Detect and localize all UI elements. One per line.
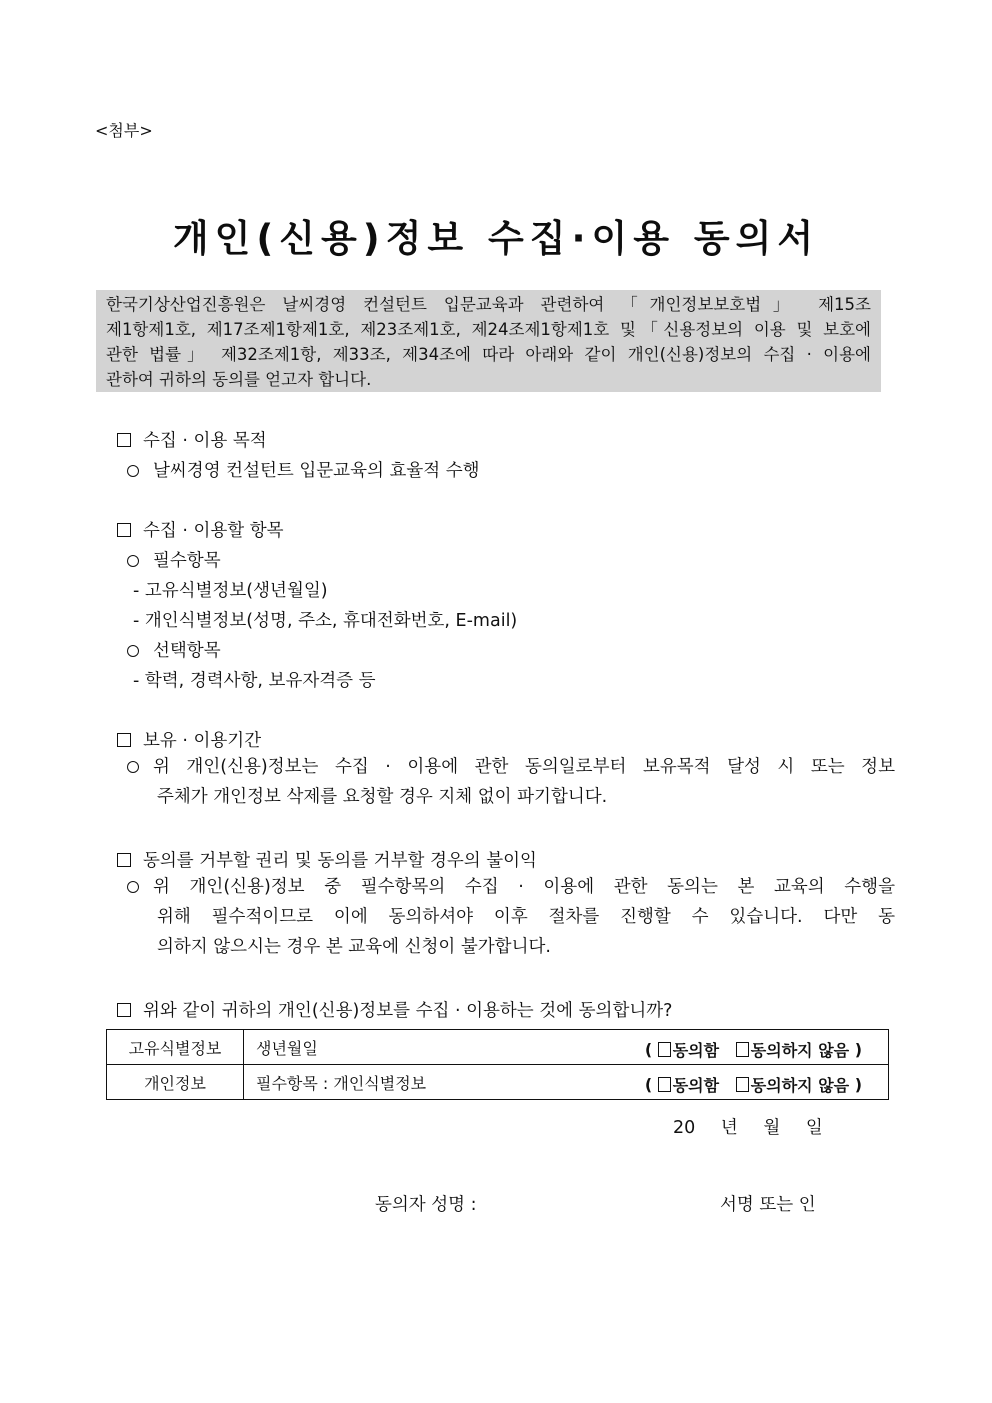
- section-heading-question: [117, 997, 672, 1022]
- refusal-line: 위해 필수적이므로 이에 동의하셔야 이후 절차를 진행할 수 있습니다. 다만 동: [157, 907, 895, 927]
- date-line: [673, 1114, 823, 1139]
- square-bullet-icon: [117, 433, 131, 447]
- section-heading-text: 위와 같이 귀하의 개인(신용)정보를 수집 · 이용하는 것에 동의합니까?: [143, 1001, 673, 1021]
- square-bullet-icon: [117, 523, 131, 537]
- intro-box: [96, 290, 881, 392]
- section-heading-text: 보유 · 이용기간: [143, 731, 262, 751]
- required-item: - 고유식별정보(생년월일): [133, 581, 328, 601]
- item-cell: [244, 1030, 889, 1065]
- square-bullet-icon: [117, 733, 131, 747]
- table-row: [107, 1030, 889, 1065]
- category-cell: 고유식별정보: [107, 1030, 244, 1065]
- consent-options: ( 동의함 동의하지 않음 ): [644, 1075, 862, 1095]
- section-heading-text: 수집 · 이용 목적: [143, 431, 267, 451]
- circle-bullet-icon: [127, 465, 139, 477]
- signature-placeholder: 서명 또는 인: [720, 1195, 816, 1215]
- refusal-line: 의하지 않으시는 경우 본 교육에 신청이 불가합니다.: [157, 937, 551, 957]
- optional-label: [127, 637, 221, 662]
- intro-line: 관하여 귀하의 동의를 얻고자 합니다.: [106, 370, 372, 389]
- refusal-paragraph: [127, 872, 895, 962]
- refusal-line: 위 개인(신용)정보 중 필수항목의 수집 · 이용에 관한 동의는 본 교육의 수행을: [127, 872, 895, 902]
- circle-bullet-icon: [127, 555, 139, 567]
- agree-label: 동의함: [672, 1041, 720, 1060]
- intro-line: 제1항제1호, 제17조제1항제1호, 제23조제1호, 제24조제1항제1호 및「신용정보의 이용 및 보호에: [106, 320, 871, 339]
- section-heading-text: 수집 · 이용할 항목: [143, 521, 284, 541]
- disagree-checkbox[interactable]: [736, 1077, 749, 1092]
- section-heading-items: [117, 517, 284, 542]
- date-month: 월: [763, 1118, 781, 1138]
- retention-line: 위 개인(신용)정보는 수집 · 이용에 관한 동의일로부터 보유목적 달성 시 또는 정보: [127, 752, 895, 782]
- circle-bullet-icon: [127, 881, 139, 893]
- square-bullet-icon: [117, 853, 131, 867]
- item-text: 생년월일: [256, 1038, 318, 1058]
- consent-table: [106, 1029, 889, 1100]
- disagree-label: 동의하지 않음: [750, 1076, 850, 1095]
- optional-item: - 학력, 경력사항, 보유자격증 등: [133, 671, 376, 691]
- category-cell: 개인정보: [107, 1065, 244, 1100]
- attachment-label: <첨부>: [95, 121, 153, 140]
- purpose-item: [127, 457, 480, 482]
- date-year: 20 년: [673, 1118, 738, 1138]
- disagree-label: 동의하지 않음: [750, 1041, 850, 1060]
- retention-paragraph: [127, 752, 895, 812]
- section-heading-retention: [117, 727, 261, 752]
- intro-line: 한국기상산업진흥원은 날씨경영 컨설턴트 입문교육과 관련하여 「개인정보보호법」 제15조: [106, 295, 871, 314]
- agree-checkbox[interactable]: [658, 1077, 671, 1092]
- consent-options: ( 동의함 동의하지 않음 ): [644, 1040, 862, 1060]
- required-label-text: 필수항목: [153, 551, 221, 571]
- required-item: - 개인식별정보(성명, 주소, 휴대전화번호, E-mail): [133, 611, 518, 631]
- table-row: [107, 1065, 889, 1100]
- section-heading-purpose: [117, 427, 267, 452]
- required-label: [127, 547, 221, 572]
- item-text: 필수항목 : 개인식별정보: [256, 1073, 427, 1093]
- circle-bullet-icon: [127, 645, 139, 657]
- intro-line: 관한 법률」 제32조제1항, 제33조, 제34조에 따라 아래와 같이 개인(신용)정보의 수집 · 이용에: [106, 345, 871, 364]
- agree-label: 동의함: [672, 1076, 720, 1095]
- agree-checkbox[interactable]: [658, 1042, 671, 1057]
- purpose-item-text: 날씨경영 컨설턴트 입문교육의 효율적 수행: [153, 461, 480, 481]
- section-heading-refusal: [117, 847, 537, 872]
- circle-bullet-icon: [127, 761, 139, 773]
- item-cell: [244, 1065, 889, 1100]
- square-bullet-icon: [117, 1003, 131, 1017]
- section-heading-text: 동의를 거부할 권리 및 동의를 거부할 경우의 불이익: [143, 851, 537, 871]
- document-title: 개인(신용)정보 수집·이용 동의서: [172, 217, 820, 260]
- signer-name-label: 동의자 성명 :: [375, 1195, 477, 1215]
- date-day: 일: [805, 1118, 823, 1138]
- optional-label-text: 선택항목: [153, 641, 221, 661]
- disagree-checkbox[interactable]: [736, 1042, 749, 1057]
- retention-line: 주체가 개인정보 삭제를 요청할 경우 지체 없이 파기합니다.: [157, 787, 608, 807]
